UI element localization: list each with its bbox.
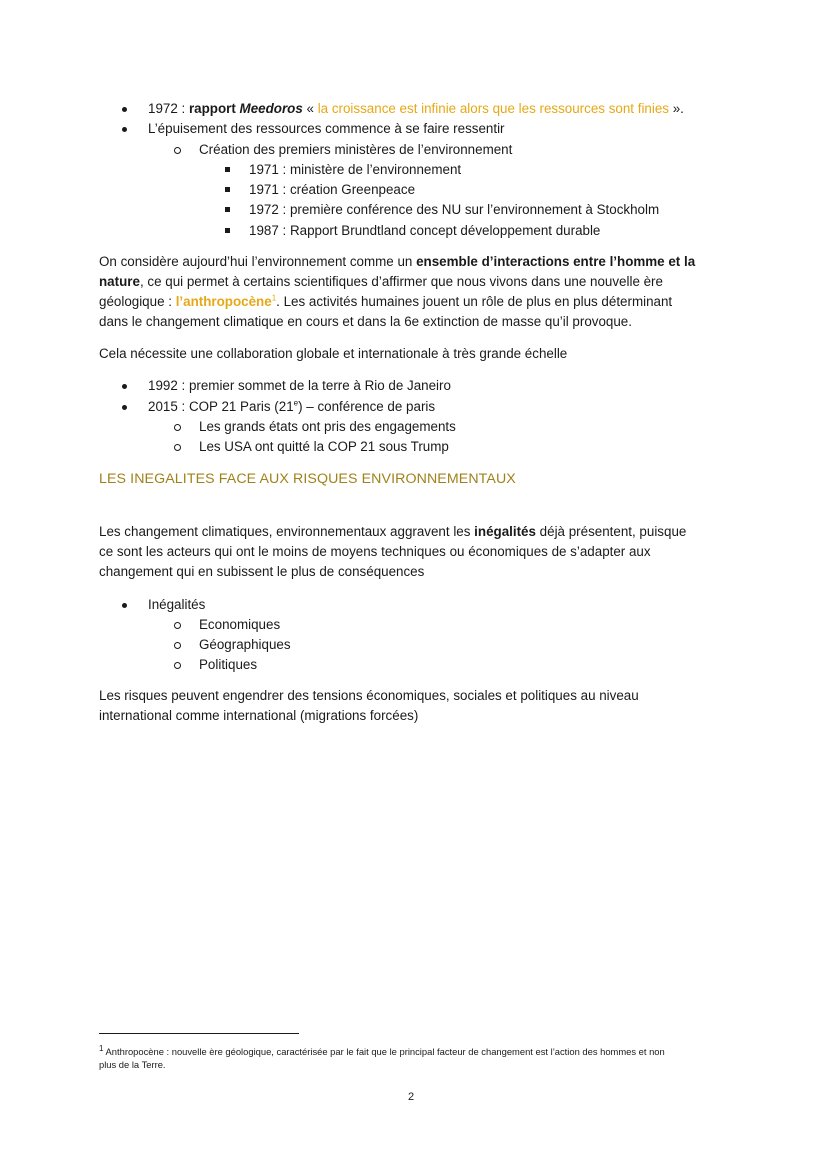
bullet-square-icon: [225, 167, 230, 172]
bullet-dot-icon: [122, 405, 127, 410]
footnote-separator: [99, 1033, 299, 1034]
bullet-dot-icon: [122, 384, 127, 389]
quote-highlight: la croissance est infinie alors que les ressources sont finies: [317, 101, 669, 116]
bullet-circle-icon: [174, 444, 181, 451]
paragraph: Cela nécessite une collaboration globale et internationale à très grande échelle: [99, 346, 568, 361]
paragraph: On considère aujourd’hui l’environnement comme un ensemble d’interactions entre l’homme et la nature, ce qui permet à certains scientifiques d’affirmer que nous vivons dans une nouvelle ère géologique : l’anthropocène$^1$. Les activités humaines jouent un rôle de plus en plus déterminant dans le changement climatique en cours et dans la 6e extinction de masse qu’il provoque.: [99, 254, 696, 329]
bullet-circle-icon: [174, 642, 181, 649]
bullet-circle-icon: [174, 147, 181, 154]
bullet-dot-icon: [122, 603, 127, 608]
paragraph: Les risques peuvent engendrer des tensions économiques, sociales et politiques au niveau international comme international (migrations forcées): [99, 688, 639, 723]
paragraph: Les changement climatiques, environnementaux aggravent les inégalités déjà présentent, puisque ce sont les acteurs qui ont le moins de moyens techniques ou économiques de s’adapter aux changement qui en subissent le plus de conséquences: [99, 524, 687, 579]
bullet-square-icon: [225, 228, 230, 233]
footnote: $^1$ Anthropocène : nouvelle ère géologique, caractérisée par le fait que le principal facteur de changement est l’action des hommes et non plus de la Terre.: [99, 1043, 665, 1070]
page-number: 2: [408, 1091, 415, 1103]
bullet-dot-icon: [122, 107, 127, 112]
footnote-ref[interactable]: 1: [271, 293, 277, 303]
bullet-circle-icon: [174, 424, 181, 431]
bullet-dot-icon: [122, 127, 127, 132]
section-heading: LES INEGALITES FACE AUX RISQUES ENVIRONNEMENTAUX: [99, 471, 516, 487]
bullet-circle-icon: [174, 622, 181, 629]
bullet-square-icon: [225, 187, 230, 192]
document-page: 1972 : rapport Meedoros « la croissance est infinie alors que les ressources sont finies ». L’épuisement des ressources commence à se faire ressentir Création des premiers ministères de l’environnement 1971 : ministère de l’environnement 1971 : création Greenpeace 1972 : première conférence des NU sur l’environnement à Stockholm 1987 : Rapport Brundtland concept développement durable On considère aujourd’hui l’environnement comme un ensemble d’interactions entre l’homme et la nature, ce qui permet à certains scientifiques d’affirmer que nous vivons dans une nouvelle ère géologique : l’anthropocène$^1$. Les activités humaines jouent un rôle de plus en plus déterminant dans le changement climatique en cours et dans la 6e extinction de masse qu’il provoque. Cela nécessite une collaboration globale et internationale à très grande échelle 1992 : premier sommet de la terre à Rio de Janeiro 2015 : COP 21 Paris (21e) – conférence de paris Les grands états ont pris des engagements Les USA ont quitté la COP 21 sous Trump LES INEGALITES FACE AUX RISQUES ENVIRONNEMENTAUX Les changement climatiques, environnementaux aggravent les inégalités déjà présentent, puisque ce sont les acteurs qui ont le moins de moyens techniques ou économiques de s’adapter aux changement qui en subissent le plus de conséquences Inégalités Economiques Géographiques Politiques Les risques peuvent engendrer des tensions économiques, sociales et politiques au niveau international comme international (migrations forcées) $^1$ Anthropocène : nouvelle ère géologique, caractérisée par le fait que le principal facteur de changement est l’action des hommes et non plus de la Terre. 2: [0, 0, 828, 1171]
bullet-circle-icon: [174, 662, 181, 669]
bullet-square-icon: [225, 207, 230, 212]
anthropocene-term: l’anthropocène: [175, 294, 272, 309]
